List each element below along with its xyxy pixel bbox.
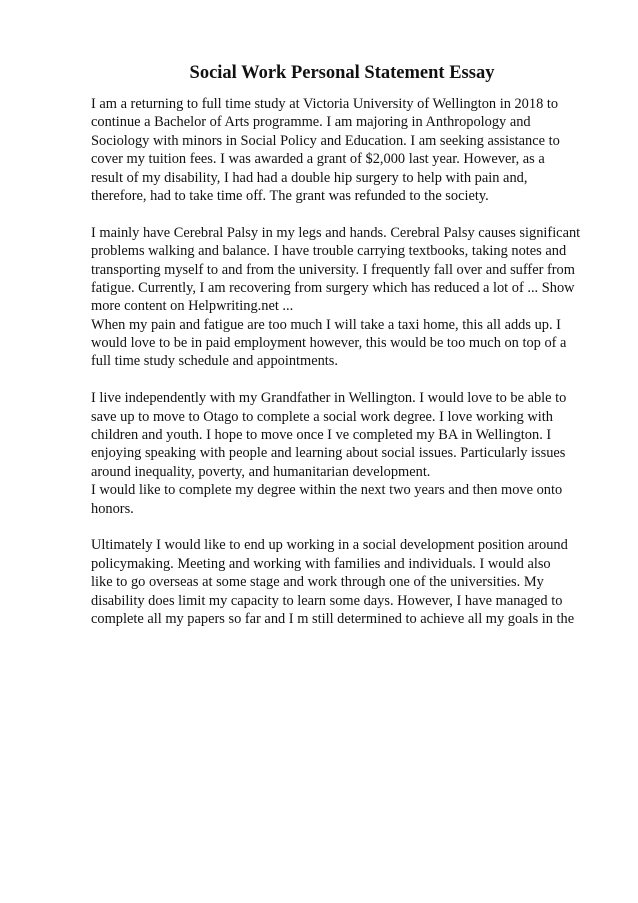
text-line: fatigue. Currently, I am recovering from surgery which has reduced a lot of ... Show bbox=[91, 279, 575, 296]
text-line: cover my tuition fees. I was awarded a grant of $2,000 last year. However, as a bbox=[91, 151, 545, 168]
text-line: Sociology with minors in Social Policy and Education. I am seeking assistance to bbox=[91, 132, 560, 149]
text-line: problems walking and balance. I have trouble carrying textbooks, taking notes and bbox=[91, 243, 567, 260]
text-line: would love to be in paid employment however, this would be too much on top of a bbox=[91, 335, 567, 352]
document-body bbox=[91, 95, 591, 628]
paragraph bbox=[91, 95, 591, 205]
text-line: honors. bbox=[91, 500, 134, 517]
paragraph-gap bbox=[91, 518, 591, 536]
text-line: more content on Helpwriting.net ... bbox=[91, 298, 294, 315]
text-line: children and youth. I hope to move once I ve completed my BA in Wellington. I bbox=[91, 427, 552, 444]
text-line: I am a returning to full time study at Victoria University of Wellington in 2018 to bbox=[91, 96, 559, 112]
text-line: full time study schedule and appointments. bbox=[91, 353, 338, 370]
text-line: therefore, had to take time off. The grant was refunded to the society. bbox=[91, 187, 489, 204]
paragraph bbox=[91, 389, 591, 518]
paragraph-gap bbox=[91, 205, 591, 223]
text-line: When my pain and fatigue are too much I will take a taxi home, this all adds up. I bbox=[91, 316, 561, 333]
text-line: policymaking. Meeting and working with families and individuals. I would also bbox=[91, 555, 551, 572]
paragraph-gap bbox=[91, 371, 591, 389]
text-line: I mainly have Cerebral Palsy in my legs and hands. Cerebral Palsy causes significant bbox=[91, 224, 581, 241]
text-line: disability does limit my capacity to learn some days. However, I have managed to bbox=[91, 592, 563, 609]
text-line: like to go overseas at some stage and work through one of the universities. My bbox=[91, 574, 544, 591]
text-line: transporting myself to and from the university. I frequently fall over and suffer from bbox=[91, 261, 575, 278]
text-line: Ultimately I would like to end up working in a social development position around bbox=[91, 537, 568, 554]
text-line: I live independently with my Grandfather in Wellington. I would love to be able to bbox=[91, 390, 567, 407]
text-line: save up to move to Otago to complete a social work degree. I love working with bbox=[91, 408, 553, 425]
text-line: I would like to complete my degree within the next two years and then move onto bbox=[91, 482, 563, 499]
paragraph bbox=[91, 224, 591, 371]
text-line: continue a Bachelor of Arts programme. I am majoring in Anthropology and bbox=[91, 114, 531, 131]
text-line: complete all my papers so far and I m still determined to achieve all my goals in the bbox=[91, 610, 575, 627]
document-title: Social Work Personal Statement Essay bbox=[189, 63, 495, 83]
paragraph bbox=[91, 536, 591, 628]
text-line: result of my disability, I had had a double hip surgery to help with pain and, bbox=[91, 169, 528, 186]
text-line: enjoying speaking with people and learning about social issues. Particularly issues bbox=[91, 445, 566, 462]
text-line: around inequality, poverty, and humanitarian development. bbox=[91, 463, 431, 480]
